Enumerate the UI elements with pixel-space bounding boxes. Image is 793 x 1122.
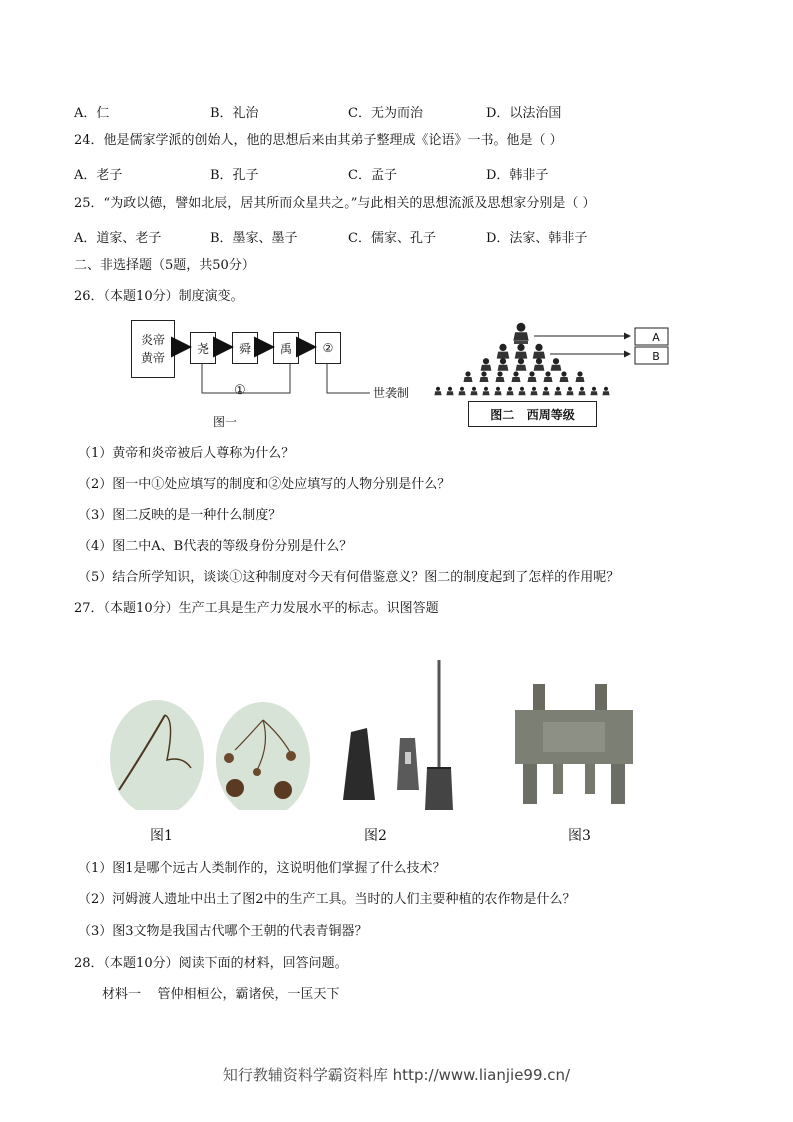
fig1-box-yao: 尧 — [190, 332, 216, 364]
q27-stem: 27．（本题10分）生产工具是生产力发展水平的标志。识图答题 — [74, 601, 439, 616]
q24-stem: 24．他是儒家学派的创始人，他的思想后来由其弟子整理成《论语》一书。他是（ ） — [74, 133, 563, 148]
q24-option-b: B．孔子 — [210, 168, 259, 183]
q24-option-a: A．老子 — [74, 168, 123, 183]
q27-figures — [105, 660, 705, 810]
q28-stem: 28．（本题10分）阅读下面的材料，回答问题。 — [74, 956, 348, 971]
q26-stem: 26．（本题10分）制度演变。 — [74, 289, 244, 304]
q25-option-b: B．墨家、墨子 — [210, 231, 298, 246]
fig1-start-box: 炎帝 黄帝 — [131, 320, 175, 378]
fig1-box-2: ② — [315, 332, 341, 364]
q25-option-a: A．道家、老子 — [74, 231, 162, 246]
bone-needle-image — [110, 700, 204, 810]
bone-ornament-image — [216, 702, 310, 810]
q26-question-4: （4）图二中A、B代表的等级身份分别是什么？ — [78, 539, 353, 554]
q24-option-c: C．孟子 — [348, 168, 397, 183]
bone-spade-image — [343, 660, 453, 810]
q23-option-a: A．仁 — [74, 106, 110, 121]
q25-option-c: C．儒家、孔子 — [348, 231, 436, 246]
q27-caption-1: 图1 — [150, 828, 173, 844]
fig2-caption: 图二 西周等级 — [468, 401, 597, 427]
fig2-label-b: B — [652, 350, 660, 363]
q23-option-b: B．礼治 — [210, 106, 259, 121]
q27-caption-2: 图2 — [364, 828, 387, 844]
q25-option-d: D．法家、韩非子 — [486, 231, 588, 246]
section2-title: 二、非选择题（5题，共50分） — [74, 258, 255, 273]
q26-question-3: （3）图二反映的是一种什么制度？ — [78, 508, 282, 523]
q27-question-3: （3）图3文物是我国古代哪个王朝的代表青铜器？ — [78, 924, 368, 939]
q27-question-1: （1）图1是哪个远古人类制作的，这说明他们掌握了什么技术？ — [78, 861, 446, 876]
page-footer: 知行教辅资料学霸资料库 http://www.lianjie99.cn/ — [222, 1066, 571, 1084]
q24-option-d: D．韩非子 — [486, 168, 549, 183]
fig1-caption: 图一 — [213, 415, 238, 429]
fig2-label-a: A — [652, 331, 660, 344]
q27-caption-3: 图3 — [568, 828, 591, 844]
fig1-box-yu: 禹 — [273, 332, 299, 364]
q23-option-c: C．无为而治 — [348, 106, 423, 121]
fig1-hereditary-label: 世袭制 — [373, 386, 410, 400]
q23-option-d: D．以法治国 — [486, 106, 562, 121]
q27-question-2: （2）河姆渡人遗址中出土了图2中的生产工具。当时的人们主要种植的农作物是什么？ — [78, 892, 576, 907]
q28-material-1: 材料一 管仲相桓公，霸诸侯，一匡天下 — [102, 987, 340, 1002]
bronze-ding-image — [515, 684, 633, 804]
q26-question-2: （2）图一中①处应填写的制度和②处应填写的人物分别是什么？ — [78, 477, 451, 492]
fig1-box-shun: 舜 — [232, 332, 258, 364]
q25-stem: 25．“为政以德，譬如北辰，居其所而众星共之。”与此相关的思想流派及思想家分别是（ ） — [74, 196, 596, 211]
fig1-marker-1: ① — [234, 383, 246, 398]
q26-question-5: （5）结合所学知识，谈谈①这种制度对今天有何借鉴意义？图二的制度起到了怎样的作用呢？ — [78, 570, 620, 585]
q26-question-1: （1）黄帝和炎帝被后人尊称为什么？ — [78, 446, 295, 461]
